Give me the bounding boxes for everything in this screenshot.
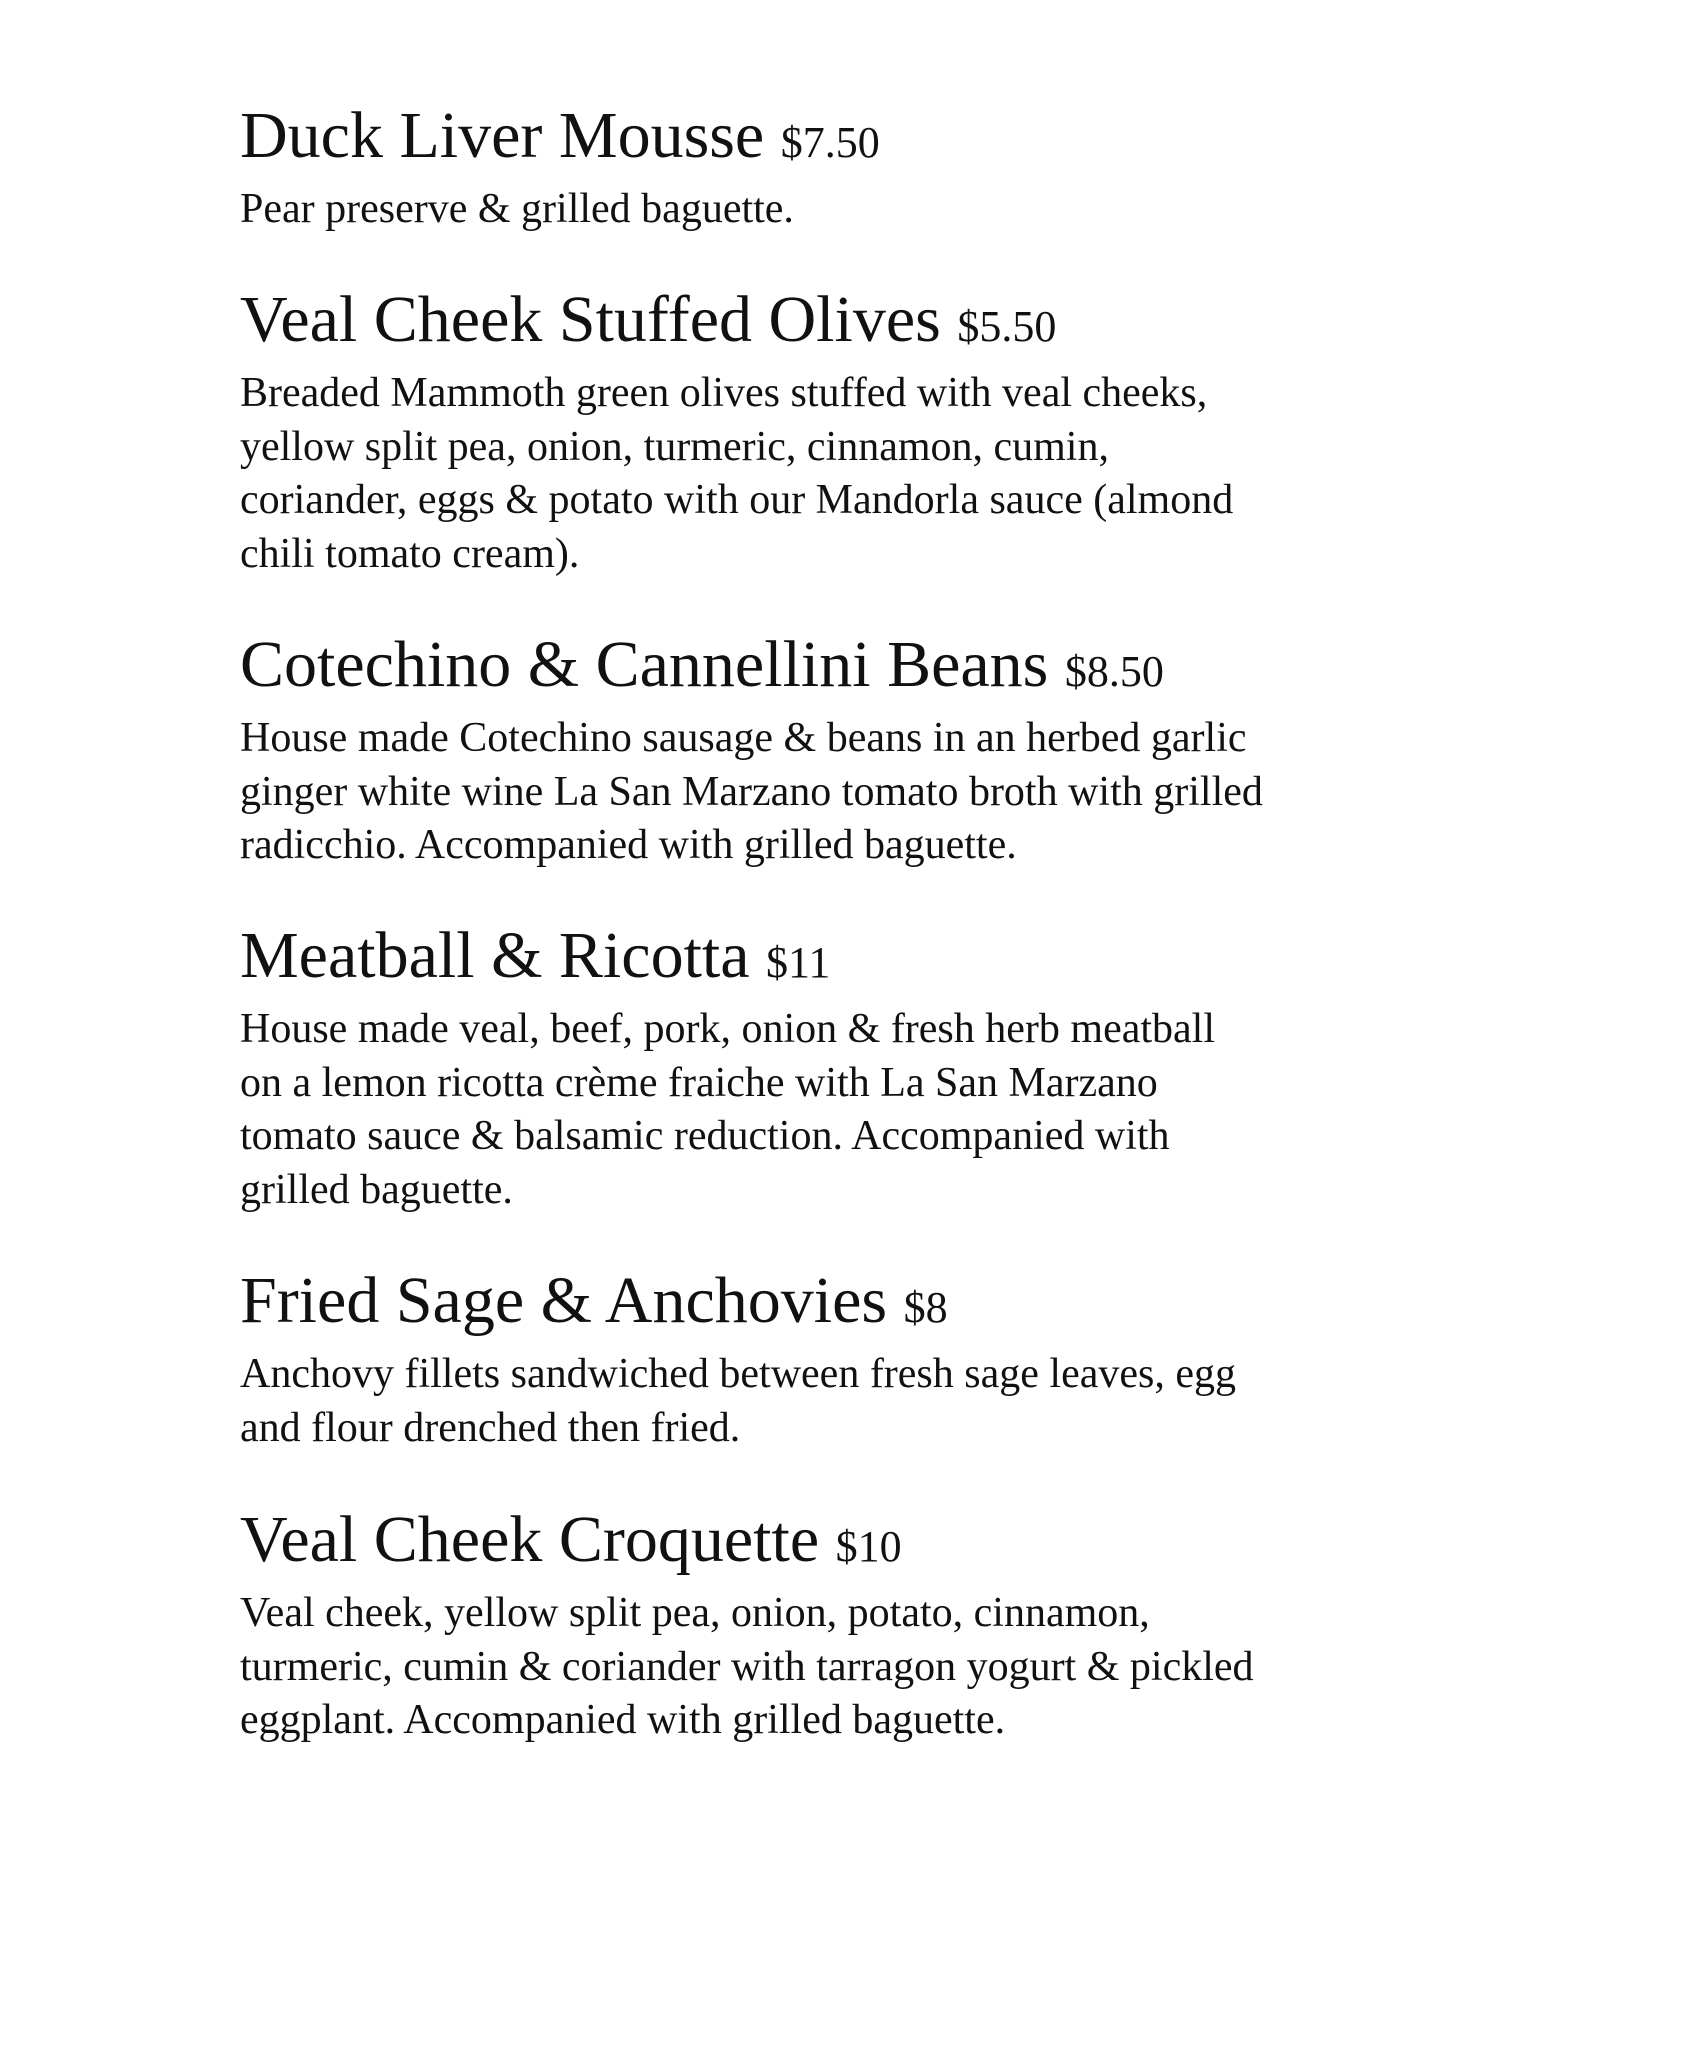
item-description: Anchovy fillets sandwiched between fresh sage leaves, egg and flour drenched then fried. <box>240 1351 1236 1451</box>
item-name: Veal Cheek Croquette <box>240 1503 820 1576</box>
item-title <box>240 1261 1236 1348</box>
item-title <box>240 280 1233 367</box>
item-description: House made veal, beef, pork, onion & fresh herb meatball on a lemon ricotta crème fraiche with La San Marzano tomato sauce & balsamic reduction. Accompanied with grilled baguette. <box>240 1006 1216 1213</box>
menu-item-duck-liver-mousse <box>240 96 880 237</box>
menu-item-meatball-ricotta <box>240 916 1215 1217</box>
item-title <box>240 1500 1254 1587</box>
item-price: $11 <box>766 938 831 987</box>
menu-item-veal-cheek-stuffed-olives <box>240 280 1233 581</box>
item-description: Pear preserve & grilled baguette. <box>240 186 794 232</box>
item-name: Fried Sage & Anchovies <box>240 1264 888 1337</box>
menu-item-cotechino-cannellini-beans <box>240 625 1263 873</box>
item-description: House made Cotechino sausage & beans in an herbed garlic ginger white wine La San Marzano tomato broth with grilled radicchio. Accompanied with grilled baguette. <box>240 715 1263 868</box>
item-name: Duck Liver Mousse <box>240 99 765 172</box>
item-title <box>240 916 1215 1003</box>
item-title <box>240 96 880 183</box>
item-name: Meatball & Ricotta <box>240 919 750 992</box>
item-description: Veal cheek, yellow split pea, onion, potato, cinnamon, turmeric, cumin & coriander with tarragon yogurt & pickled eggplant. Accompanied with grilled baguette. <box>240 1590 1254 1743</box>
item-price: $7.50 <box>780 118 880 167</box>
menu-item-veal-cheek-croquette <box>240 1500 1254 1748</box>
item-name: Cotechino & Cannellini Beans <box>240 628 1049 701</box>
item-price: $10 <box>835 1522 902 1571</box>
menu-item-fried-sage-anchovies <box>240 1261 1236 1455</box>
item-price: $8.50 <box>1064 647 1164 696</box>
item-description: Breaded Mammoth green olives stuffed with veal cheeks, yellow split pea, onion, turmeric, cinnamon, cumin, coriander, eggs & potato with our Mandorla sauce (almond chili tomato cream). <box>240 370 1234 577</box>
item-price: $8 <box>903 1283 948 1332</box>
item-name: Veal Cheek Stuffed Olives <box>240 283 941 356</box>
item-title <box>240 625 1263 712</box>
item-price: $5.50 <box>957 302 1057 351</box>
